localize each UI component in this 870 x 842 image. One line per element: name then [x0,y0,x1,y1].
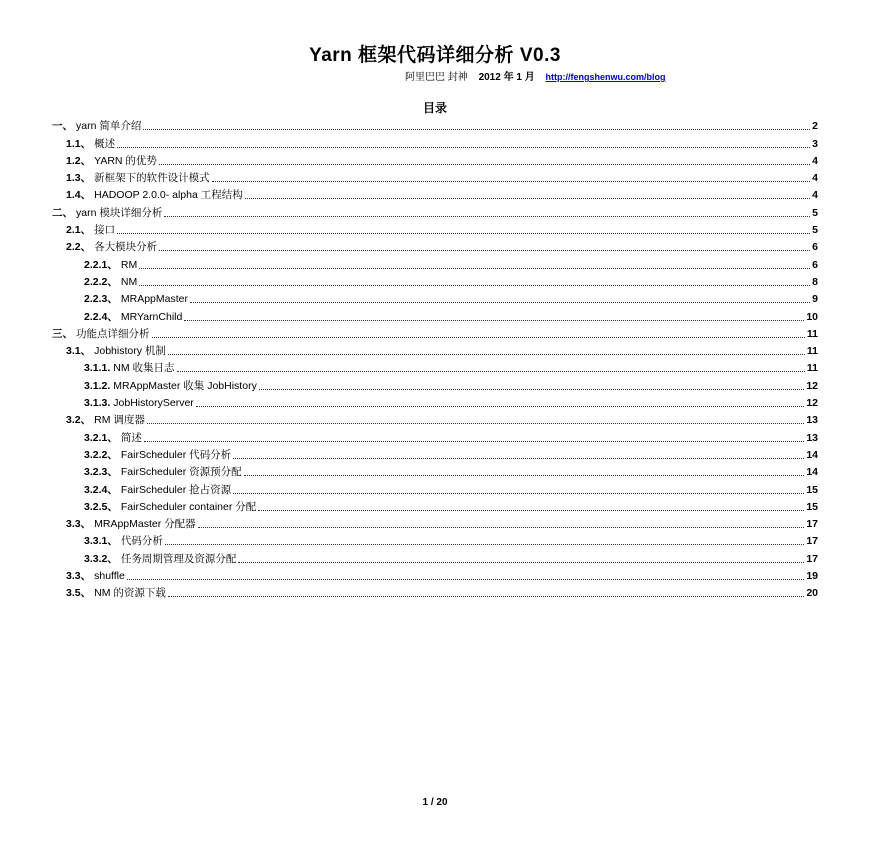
toc-entry[interactable] [52,236,818,253]
toc-entry-number: 1.2、 [66,154,92,167]
toc-entry[interactable] [52,444,818,461]
toc-entry[interactable] [52,305,818,322]
toc-leader-dots [177,370,805,372]
toc-entry-page: 19 [806,570,818,583]
toc-entry-label: FairScheduler container 分配 [120,500,257,513]
toc-leader-dots [168,353,805,355]
toc-entry-number: 2.2、 [66,241,92,254]
toc-entry[interactable] [52,115,818,132]
toc-entry-number: 3.3、 [66,518,92,531]
toc-entry-label: FairScheduler 代码分析 [120,448,232,461]
toc-entry-page: 13 [806,431,818,444]
publish-date: 2012 年 1 月 [478,72,535,83]
toc-entry-number: 2.2.2、 [84,275,118,288]
toc-entry[interactable] [52,582,818,599]
toc-entry-number: 3.1.1. [84,362,111,375]
toc-entry-page: 6 [812,241,818,254]
toc-entry-label: JobHistoryServer [113,397,194,410]
toc-entry-number: 3.3.2、 [84,552,118,565]
toc-entry-label: FairScheduler 抢占资源 [120,483,232,496]
document-title: Yarn 框架代码详细分析 V0.3 [309,45,561,66]
toc-entry-page: 2 [812,120,818,133]
toc-entry-page: 12 [806,397,818,410]
toc-entry-label: YARN 的优势 [94,154,157,167]
toc-entry-page: 14 [806,466,818,479]
toc-leader-dots [159,163,810,165]
toc-leader-dots [233,492,804,494]
toc-entry[interactable] [52,547,818,564]
toc-entry[interactable] [52,288,818,305]
toc-entry-number: 3.2.5、 [84,500,118,513]
toc-leader-dots [212,180,811,182]
toc-entry[interactable] [52,530,818,547]
toc-entry-label: yarn 模块详细分析 [76,206,163,219]
page-number: 1 / 20 [422,797,448,808]
toc-entry-number: 3.2.3、 [84,466,118,479]
toc-entry-label: NM 收集日志 [113,362,175,375]
blog-link[interactable]: http://fengshenwu.com/blog [545,72,666,82]
toc-entry-label: Jobhistory 机制 [94,345,166,358]
toc-entry-page: 13 [806,414,818,427]
toc-entry[interactable] [52,409,818,426]
toc-entry-page: 4 [812,172,818,185]
toc-leader-dots [159,249,810,251]
toc-entry-number: 2.2.3、 [84,293,118,306]
toc-entry-label: RM [120,258,138,271]
toc-entry-number: 3.1、 [66,345,92,358]
toc-entry-number: 1.3、 [66,172,92,185]
table-of-contents [52,115,818,599]
toc-entry-label: NM 的资源下载 [94,587,166,600]
toc-entry-label: 任务周期管理及资源分配 [120,552,237,565]
toc-entry-page: 17 [806,518,818,531]
toc-leader-dots [164,215,810,217]
toc-entry-page: 8 [812,275,818,288]
toc-entry[interactable] [52,357,818,374]
toc-leader-dots [144,440,804,442]
toc-entry[interactable] [52,374,818,391]
toc-leader-dots [117,146,810,148]
toc-leader-dots [168,595,804,597]
toc-entry[interactable] [52,340,818,357]
author: 阿里巴巴 封神 [405,72,468,83]
toc-entry-number: 3.5、 [66,587,92,600]
toc-entry-page: 10 [806,310,818,323]
toc-entry-label: FairScheduler 资源预分配 [120,466,242,479]
toc-entry-label: HADOOP 2.0.0- alpha 工程结构 [94,189,243,202]
toc-leader-dots [143,128,810,130]
toc-entry[interactable] [52,184,818,201]
toc-leader-dots [147,422,804,424]
toc-entry-number: 3.2.1、 [84,431,118,444]
toc-entry-label: RM 调度器 [94,414,145,427]
toc-entry[interactable] [52,167,818,184]
toc-entry-number: 2.1、 [66,224,92,237]
toc-entry-number: 二、 [52,206,73,219]
toc-entry-label: yarn 简单介绍 [76,120,142,133]
toc-entry-number: 3.2.2、 [84,448,118,461]
toc-leader-dots [190,301,810,303]
toc-entry-number: 2.2.4、 [84,310,118,323]
toc-leader-dots [127,578,804,580]
toc-entry-label: 新框架下的软件设计模式 [94,172,210,185]
toc-leader-dots [152,336,805,338]
toc-entry[interactable] [52,478,818,495]
toc-leader-dots [139,284,810,286]
toc-entry-label: MRAppMaster 收集 JobHistory [113,379,257,392]
toc-leader-dots [244,474,805,476]
toc-entry-number: 3.3.1、 [84,535,118,548]
toc-entry[interactable] [52,132,818,149]
toc-entry-number: 1.1、 [66,137,92,150]
toc-entry-page: 20 [806,587,818,600]
toc-entry[interactable] [52,392,818,409]
toc-heading: 目录 [422,101,447,115]
toc-entry-page: 15 [806,483,818,496]
toc-entry-page: 5 [812,224,818,237]
toc-entry-page: 12 [806,379,818,392]
toc-entry-page: 11 [806,362,818,375]
toc-entry-number: 3.1.3. [84,397,111,410]
toc-entry-label: 概述 [94,137,116,150]
toc-entry-label: 各大模块分析 [94,241,158,254]
toc-leader-dots [196,405,805,407]
toc-entry-page: 9 [812,293,818,306]
byline [405,68,666,83]
toc-entry-page: 11 [806,345,818,358]
toc-leader-dots [184,319,804,321]
toc-leader-dots [245,197,810,199]
toc-entry-label: 简述 [120,431,142,444]
toc-entry-page: 17 [806,535,818,548]
toc-entry[interactable] [52,426,818,443]
toc-entry-page: 4 [812,189,818,202]
toc-entry[interactable] [52,496,818,513]
toc-entry-number: 3.3、 [66,570,92,583]
toc-entry-label: 接口 [94,224,116,237]
toc-entry-page: 15 [806,500,818,513]
toc-entry-label: MRAppMaster [120,293,188,306]
toc-entry-page: 4 [812,154,818,167]
toc-entry[interactable] [52,565,818,582]
toc-leader-dots [139,267,810,269]
toc-entry-page: 11 [806,327,818,340]
toc-entry-page: 6 [812,258,818,271]
toc-leader-dots [258,509,804,511]
toc-entry[interactable] [52,201,818,218]
toc-entry-label: 功能点详细分析 [76,327,150,340]
toc-entry-number: 1.4、 [66,189,92,202]
toc-leader-dots [198,526,805,528]
toc-entry-number: 3.2、 [66,414,92,427]
toc-entry[interactable] [52,513,818,530]
toc-entry[interactable] [52,461,818,478]
toc-entry-label: 代码分析 [120,535,163,548]
toc-entry-label: NM [120,275,138,288]
toc-entry[interactable] [52,219,818,236]
toc-leader-dots [233,457,804,459]
toc-entry-page: 3 [812,137,818,150]
toc-leader-dots [165,543,804,545]
toc-entry[interactable] [52,323,818,340]
toc-entry-number: 3.1.2. [84,379,111,392]
toc-entry-page: 14 [806,448,818,461]
toc-entry-page: 17 [806,552,818,565]
toc-entry[interactable] [52,150,818,167]
toc-entry-page: 5 [812,206,818,219]
toc-leader-dots [117,232,810,234]
toc-entry-number: 3.2.4、 [84,483,118,496]
toc-entry-label: MRYarnChild [120,310,183,323]
toc-entry[interactable] [52,271,818,288]
toc-leader-dots [238,561,804,563]
toc-entry-number: 2.2.1、 [84,258,118,271]
toc-entry-number: 一、 [52,120,73,133]
toc-entry-label: shuffle [94,570,125,583]
toc-entry-label: MRAppMaster 分配器 [94,518,196,531]
toc-leader-dots [259,388,804,390]
toc-entry[interactable] [52,253,818,270]
toc-entry-number: 三、 [52,327,73,340]
